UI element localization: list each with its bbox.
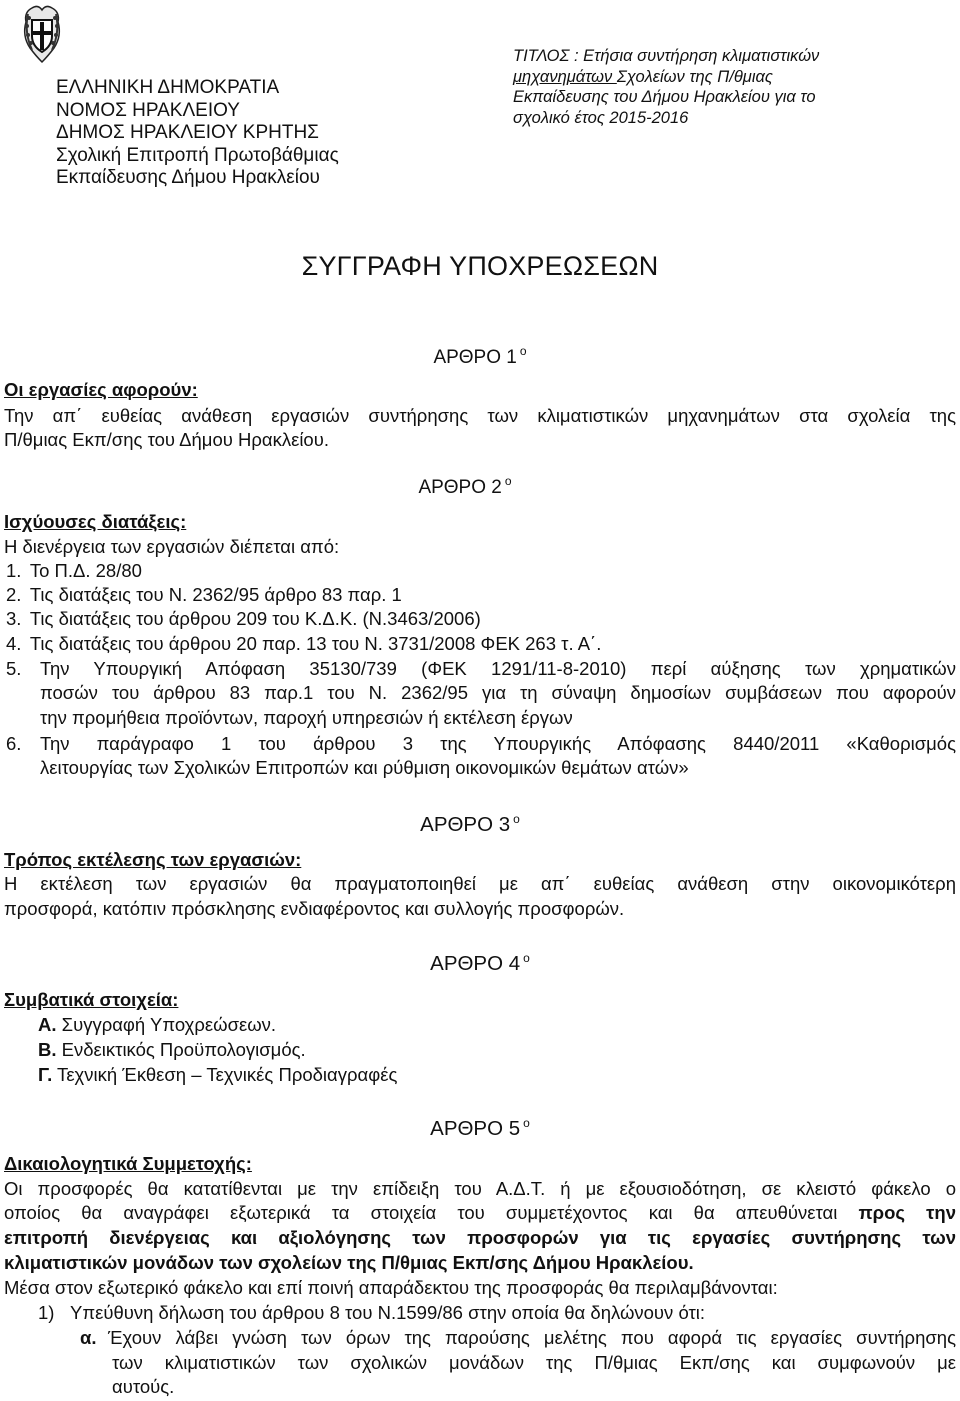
article-4-heading: ΑΡΘΡΟ 4 $^o$ <box>430 951 530 975</box>
title-text: μηχανημάτων <box>513 67 617 86</box>
title-label: ΤΙΤΛΟΣ : <box>513 47 579 65</box>
list-item-number: 5. <box>6 658 22 679</box>
list-item-text: Την Υπουργική Απόφαση 35130/739 (ΦΕΚ 1291/11-8-2010) περί αύξησης των χρηματικών <box>40 658 956 679</box>
list-item-text: Υπεύθυνη δήλωση του άρθρου 8 του Ν.1599/86 στην οποία θα δηλώνουν ότι: <box>70 1302 706 1323</box>
article-1-heading: ΑΡΘΡΟ 1 $^o$ <box>433 344 527 368</box>
article-1-text: Π/θμιας Εκπ/σης του Δήμου Ηρακλείου. <box>4 429 329 450</box>
org-line: Σχολική Επιτροπή Πρωτοβάθμιας <box>56 144 339 166</box>
article-5-text: Οι προσφορές θα κατατίθενται με την επίδειξη του Α.Δ.Τ. ή με εξουσιοδότηση, σε κλειστό φάκελο ο <box>4 1178 956 1199</box>
list-item: Β. Ενδεικτικός Προϋπολογισμός. <box>38 1039 306 1060</box>
article-4-label: Συμβατικά στοιχεία: <box>4 989 179 1010</box>
sub-item-letter: α. <box>80 1327 97 1348</box>
article-2-heading: ΑΡΘΡΟ 2 $^o$ <box>418 474 512 498</box>
list-item-text: την προμήθεια προϊόντων, παροχή υπηρεσιών ή εκτέλεση έργων <box>40 707 573 728</box>
list-item: Α. Συγγραφή Υποχρεώσεων. <box>38 1014 277 1035</box>
article-1-text: Την απ΄ ευθείας ανάθεση εργασιών συντήρησης των κλιματιστικών μηχανημάτων στα σχολεία της <box>4 405 956 426</box>
org-line: ΕΛΛΗΝΙΚΗ ΔΗΜΟΚΡΑΤΙΑ <box>56 77 280 98</box>
org-line: Εκπαίδευσης Δήμου Ηρακλείου <box>56 167 320 188</box>
title-text: σχολικό έτος 2015-2016 <box>513 108 689 127</box>
article-5-heading: ΑΡΘΡΟ 5 $^o$ <box>430 1116 530 1140</box>
article-5-text: Μέσα στον εξωτερικό φάκελο και επί ποινή απαράδεκτου της προσφοράς θα περιλαμβάνονται: <box>4 1277 778 1298</box>
document-title: ΣΥΓΓΡΑΦΗ ΥΠΟΧΡΕΩΣΕΩΝ <box>301 251 659 281</box>
list-item: 1. Το Π.Δ. 28/80 <box>6 560 142 581</box>
issuer-block <box>56 77 339 190</box>
article-3-label: Τρόπος εκτέλεσης των εργασιών: <box>4 849 302 870</box>
document-subject <box>513 46 819 128</box>
greek-emblem-icon <box>18 2 66 66</box>
article-5-text: οποίος θα αναγράφει εξωτερικά τα στοιχεία του συμμετέχοντος και θα απευθύνεται προς την <box>4 1202 956 1223</box>
list-item-text: Την παράγραφο 1 του άρθρου 3 της Υπουργικής Απόφασης 8440/2011 «Καθορισμός <box>40 733 956 754</box>
list-item-text: ποσών του άρθρου 83 παρ.1 του Ν. 2362/95 για τη σύναψη δημοσίων συμβάσεων που αφορούν <box>40 682 956 703</box>
list-item-number: 6. <box>6 733 22 754</box>
article-5-label: Δικαιολογητικά Συμμετοχής: <box>4 1153 252 1174</box>
article-2-label: Ισχύουσες διατάξεις: <box>4 511 187 532</box>
list-item-text: λειτουργίας των Σχολικών Επιτροπών και ρύθμιση οικονομικών θεμάτων ατών» <box>40 757 689 778</box>
article-1-label: Οι εργασίες αφορούν: <box>4 379 198 400</box>
sub-item-text: αυτούς. <box>112 1376 175 1397</box>
article-3-text: προσφορά, κατόπιν πρόσκλησης ενδιαφέροντος και συλλογής προσφορών. <box>4 898 625 919</box>
list-item-number: 1) <box>38 1302 55 1323</box>
list-item: Γ. Τεχνική Έκθεση – Τεχνικές Προδιαγραφές <box>38 1064 398 1085</box>
sub-item-text: των κλιματιστικών των σχολικών μονάδων της Π/θμιας Εκπ/σης και συμφωνούν με <box>112 1352 956 1373</box>
list-item: 3. Τις διατάξεις του άρθρου 209 του Κ.Δ.Κ. (Ν.3463/2006) <box>6 608 481 629</box>
article-5-text: κλιματιστικών μονάδων των σχολείων της Π/θμιας Εκπ/σης Δήμου Ηρακλείου. <box>4 1252 694 1273</box>
list-item: 2. Τις διατάξεις του Ν. 2362/95 άρθρο 83 παρ. 1 <box>6 584 402 605</box>
title-text: Εκπαίδευσης του Δήμου Ηρακλείου για το <box>513 88 816 106</box>
article-3-text: Η εκτέλεση των εργασιών θα πραγματοποιηθεί με απ΄ ευθείας ανάθεση στην οικονομικότερη <box>4 873 956 894</box>
list-item: 4. Τις διατάξεις του άρθρου 20 παρ. 13 του Ν. 3731/2008 ΦΕΚ 263 τ. Α΄. <box>6 633 602 654</box>
org-line: ΝΟΜΟΣ ΗΡΑΚΛΕΙΟΥ <box>56 99 240 121</box>
article-2-intro: Η διενέργεια των εργασιών διέπεται από: <box>4 536 340 557</box>
article-3-heading: ΑΡΘΡΟ 3 $^o$ <box>420 812 520 836</box>
title-text: Σχολείων της Π/θμιας <box>616 67 773 86</box>
title-text: Ετήσια συντήρηση κλιματιστικών <box>583 47 820 65</box>
sub-item-text: Έχουν λάβει γνώση των όρων της παρούσης μελέτης που αφορά τις εργασίες συντήρησης <box>108 1327 956 1348</box>
org-line: ΔΗΜΟΣ ΗΡΑΚΛΕΙΟΥ ΚΡΗΤΗΣ <box>56 122 319 143</box>
article-5-text: επιτροπή διενέργειας και αξιολόγησης των προσφορών για τις εργασίες συντήρησης των <box>4 1227 956 1248</box>
